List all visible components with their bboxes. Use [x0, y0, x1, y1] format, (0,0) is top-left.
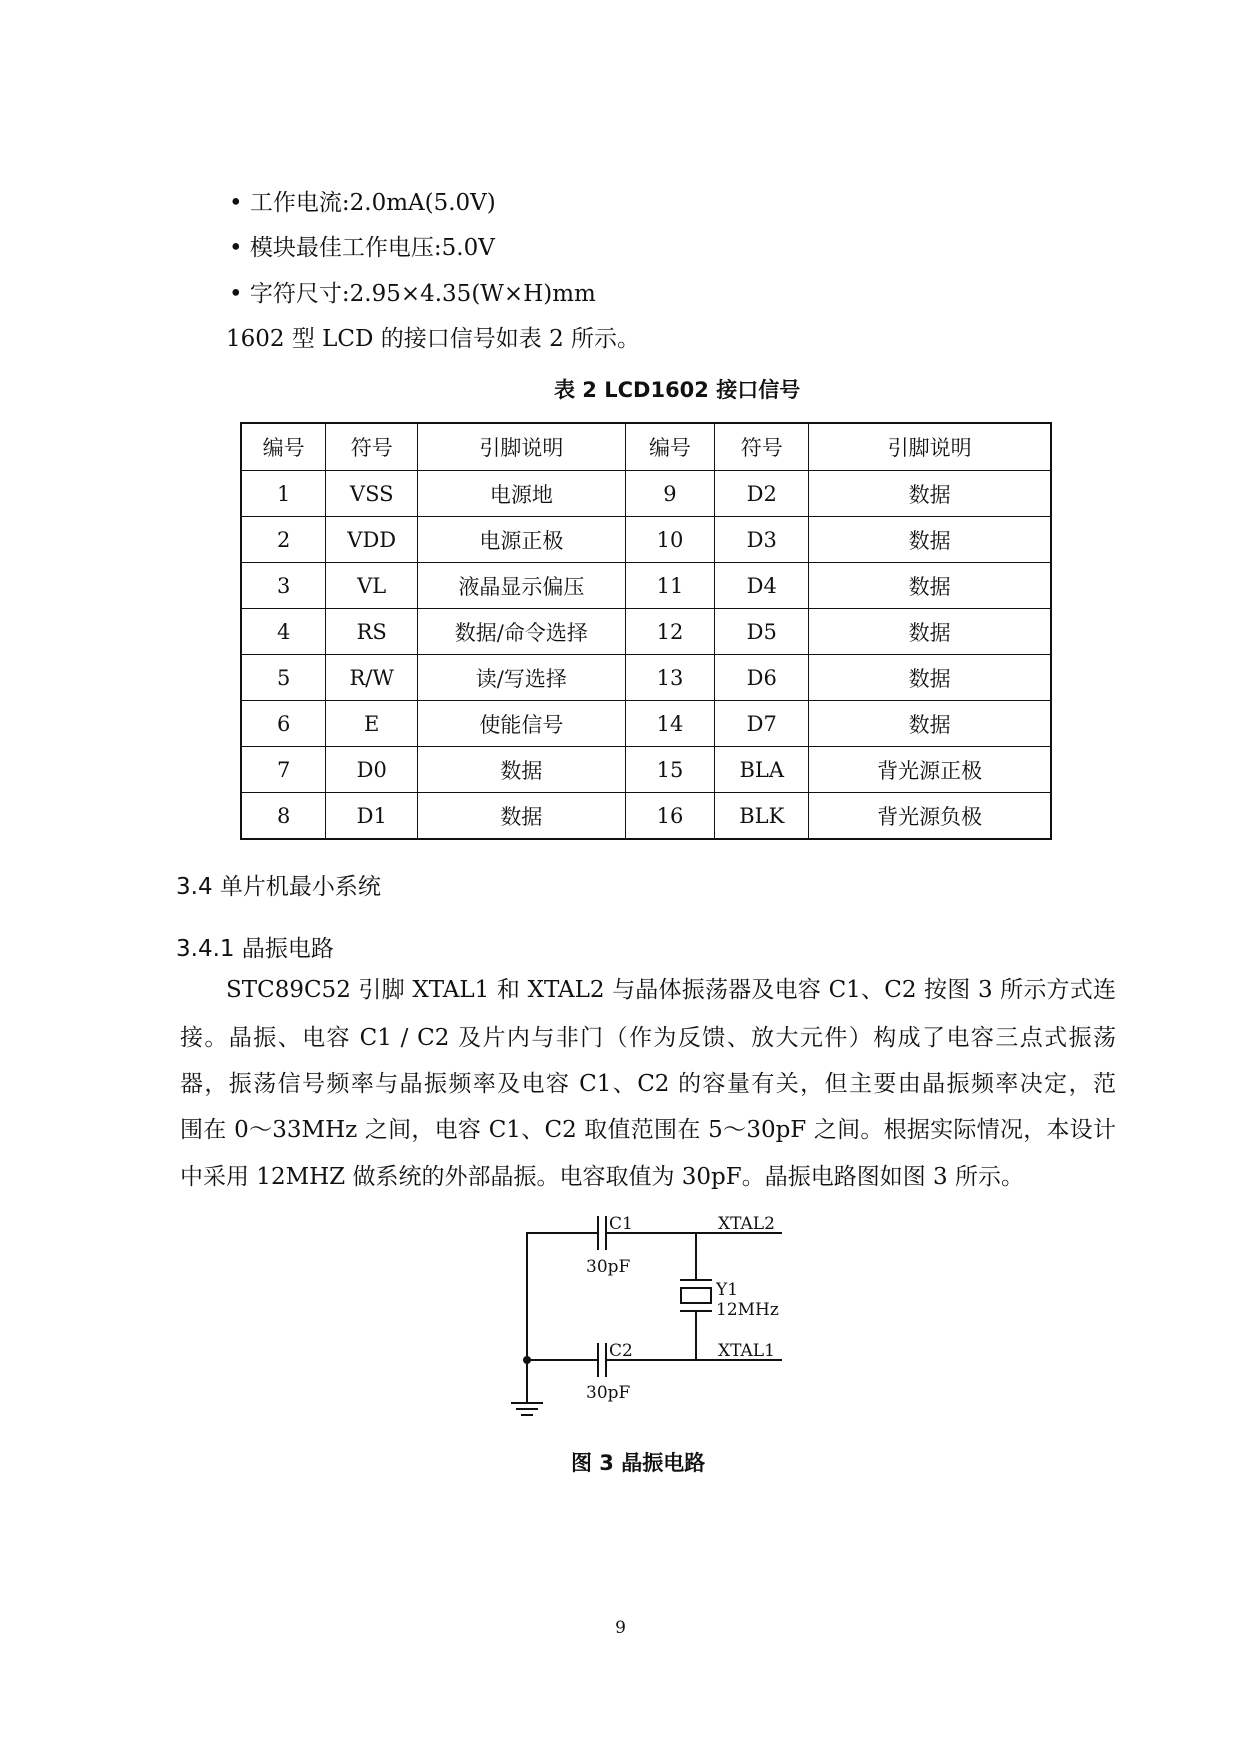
table-cell: 数据 [809, 609, 1051, 655]
crystal-oscillator-circuit [500, 1205, 800, 1430]
table-row [241, 517, 1051, 563]
lcd1602-interface-table [240, 422, 1052, 840]
xtal1-label: XTAL1 [718, 1341, 775, 1361]
table-row [241, 793, 1051, 840]
table-cell: D7 [715, 701, 809, 747]
spec-bullet-char-size: • 字符尺寸:2.95×4.35(W×H)mm [229, 281, 596, 307]
table-cell: 1 [241, 471, 326, 517]
table-cell: 7 [241, 747, 326, 793]
table-cell: 数据 [418, 793, 625, 840]
paragraph-line: 围在 0～33MHz 之间，电容 C1、C2 取值范围在 5～30pF 之间。根据实际情况，本设计 [180, 1117, 1116, 1143]
header-cell: 符号 [326, 423, 418, 471]
table-cell: 数据 [809, 517, 1051, 563]
table-row [241, 747, 1051, 793]
table-cell: 数据 [418, 747, 625, 793]
table-cell: D3 [715, 517, 809, 563]
table-cell: 12 [625, 609, 715, 655]
xtal2-label: XTAL2 [718, 1214, 775, 1234]
table-row [241, 609, 1051, 655]
table-cell: 14 [625, 701, 715, 747]
table-cell: 使能信号 [418, 701, 625, 747]
table-cell: VDD [326, 517, 418, 563]
table-row [241, 563, 1051, 609]
table-cell: 数据 [809, 563, 1051, 609]
c1-label: C1 [609, 1214, 633, 1234]
section-heading: 3.4 单片机最小系统 [176, 874, 381, 900]
table-cell: 2 [241, 517, 326, 563]
junction-dot [523, 1356, 531, 1364]
table-cell: VL [326, 563, 418, 609]
table-cell: 13 [625, 655, 715, 701]
subsection-heading: 3.4.1 晶振电路 [176, 936, 334, 962]
header-cell: 符号 [715, 423, 809, 471]
crystal-body [681, 1288, 711, 1303]
c2-label: C2 [609, 1341, 633, 1361]
table-cell: 背光源正极 [809, 747, 1051, 793]
figure-caption: 图 3 晶振电路 [571, 1451, 706, 1475]
table-cell: 数据/命令选择 [418, 609, 625, 655]
header-cell: 编号 [625, 423, 715, 471]
table-cell: BLK [715, 793, 809, 840]
table-row [241, 655, 1051, 701]
table-cell: 11 [625, 563, 715, 609]
table-cell: 9 [625, 471, 715, 517]
page-number: 9 [615, 1618, 626, 1638]
crystal-label: Y1 [716, 1280, 739, 1300]
table-cell: D4 [715, 563, 809, 609]
table-cell: D1 [326, 793, 418, 840]
spec-bullet-voltage: • 模块最佳工作电压:5.0V [229, 235, 495, 261]
table-cell: 电源正极 [418, 517, 625, 563]
table-cell: 8 [241, 793, 326, 840]
table-cell: 6 [241, 701, 326, 747]
spec-bullet-current: • 工作电流:2.0mA(5.0V) [229, 190, 496, 216]
table-cell: BLA [715, 747, 809, 793]
table-cell: 读/写选择 [418, 655, 625, 701]
table-cell: R/W [326, 655, 418, 701]
table-cell: 16 [625, 793, 715, 840]
header-cell: 引脚说明 [418, 423, 625, 471]
table-cell: 数据 [809, 471, 1051, 517]
crystal-value: 12MHz [716, 1300, 779, 1320]
header-cell: 编号 [241, 423, 326, 471]
table-cell: D6 [715, 655, 809, 701]
table-cell: 4 [241, 609, 326, 655]
table-cell: 背光源负极 [809, 793, 1051, 840]
table-cell: RS [326, 609, 418, 655]
table-intro-text: 1602 型 LCD 的接口信号如表 2 所示。 [226, 326, 641, 352]
paragraph-line: 中采用 12MHZ 做系统的外部晶振。电容取值为 30pF。晶振电路图如图 3 所示。 [180, 1164, 1024, 1190]
table-row [241, 701, 1051, 747]
paragraph-line: 器，振荡信号频率与晶振频率及电容 C1、C2 的容量有关，但主要由晶振频率决定，范 [180, 1071, 1116, 1097]
table-row [241, 471, 1051, 517]
c2-value: 30pF [586, 1383, 631, 1403]
table-header-row [241, 423, 1051, 471]
table-caption: 表 2 LCD1602 接口信号 [554, 378, 801, 402]
table-cell: D5 [715, 609, 809, 655]
c1-value: 30pF [586, 1257, 631, 1277]
table-cell: D0 [326, 747, 418, 793]
table-cell: 液晶显示偏压 [418, 563, 625, 609]
table-cell: 数据 [809, 655, 1051, 701]
header-cell: 引脚说明 [809, 423, 1051, 471]
table-cell: VSS [326, 471, 418, 517]
table-cell: 电源地 [418, 471, 625, 517]
table-cell: 数据 [809, 701, 1051, 747]
paragraph-line: STC89C52 引脚 XTAL1 和 XTAL2 与晶体振荡器及电容 C1、C2 按图 3 所示方式连 [226, 977, 1116, 1003]
left-rail-wire [527, 1233, 598, 1360]
table-cell: 5 [241, 655, 326, 701]
paragraph-line: 接。晶振、电容 C1 / C2 及片内与非门（作为反馈、放大元件）构成了电容三点式振荡 [180, 1025, 1116, 1051]
table-cell: 15 [625, 747, 715, 793]
table-cell: 3 [241, 563, 326, 609]
table-cell: E [326, 701, 418, 747]
table-cell: D2 [715, 471, 809, 517]
table-cell: 10 [625, 517, 715, 563]
